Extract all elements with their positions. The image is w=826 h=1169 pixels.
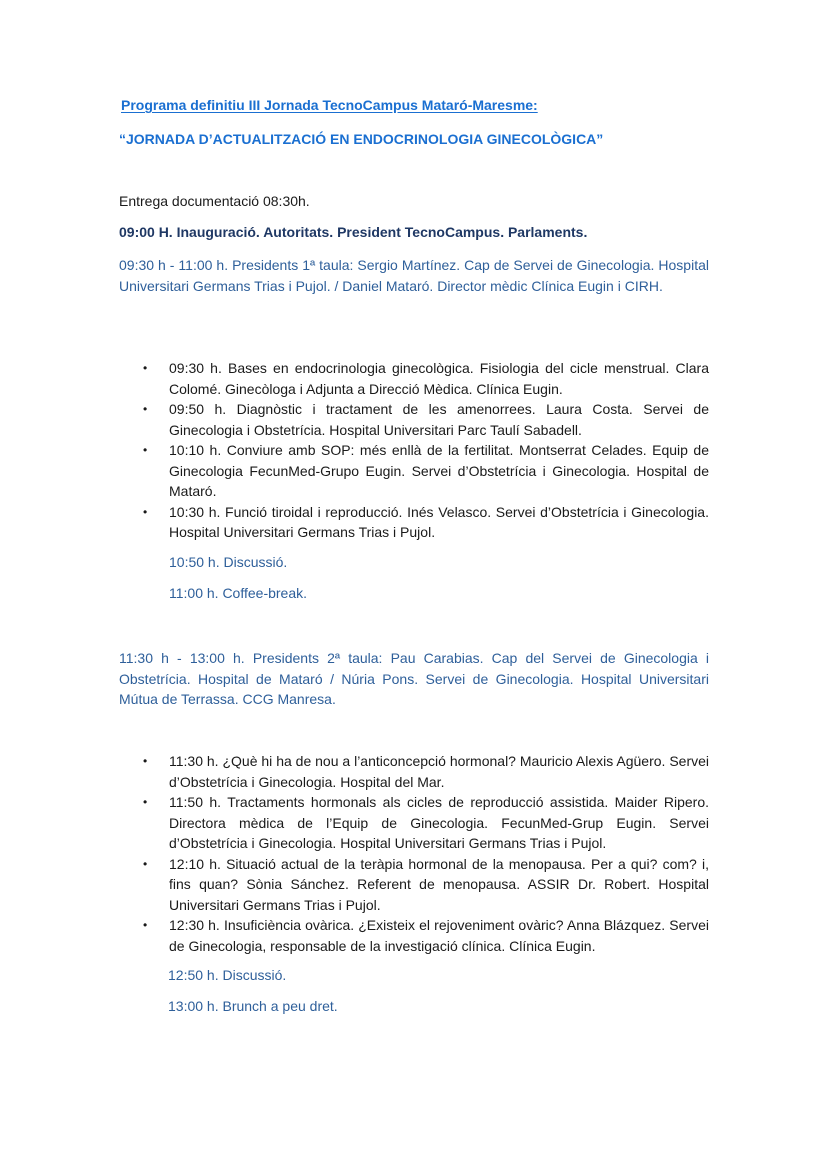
opening-line: 09:00 H. Inauguració. Autoritats. President TecnoCampus. Parlaments.	[119, 224, 588, 240]
bullet-icon: •	[143, 856, 148, 871]
list-item	[140, 502, 709, 543]
documentation-note: Entrega documentació 08:30h.	[119, 193, 310, 209]
list-item	[140, 915, 709, 956]
session1-heading: 09:30 h - 11:00 h. Presidents 1ª taula: Sergio Martínez. Cap de Servei de Ginecologia. Hospital Universitari Germans Trias i Pujol. / Daniel Mataró. Director mèdic Clínica Eugin i CIRH.	[119, 257, 709, 294]
bullet-icon: •	[143, 918, 148, 932]
session1-talk-list	[140, 358, 709, 543]
bullet-icon: •	[143, 361, 148, 375]
talk-text: 09:30 h. Bases en endocrinologia ginecològica. Fisiologia del cicle menstrual. Clara Colomé. Ginecòloga i Adjunta a Direcció Mèdica. Clínica Eugin.	[169, 360, 709, 397]
session2-talk-list	[140, 751, 709, 956]
coffee-break: 11:00 h. Coffee-break.	[169, 585, 308, 601]
list-item	[140, 440, 709, 502]
bullet-icon: •	[143, 795, 148, 809]
bullet-icon: •	[143, 443, 148, 457]
session2-heading: 11:30 h - 13:00 h. Presidents 2ª taula: Pau Carabias. Cap del Servei de Ginecologia i Obstetrícia. Hospital de Mataró / Núria Pons. Servei de Ginecologia. Hospital Universitari Mútua de Terrassa. CCG Manresa.	[119, 650, 709, 707]
program-title: Programa definitiu III Jornada TecnoCampus Mataró-Maresme:	[121, 97, 538, 113]
bullet-icon: •	[143, 754, 148, 768]
list-item	[140, 854, 709, 916]
bullet-icon: •	[143, 504, 148, 519]
list-item	[140, 792, 709, 854]
talk-text: 12:10 h. Situació actual de la teràpia hormonal de la menopausa. Per a qui? com? i, fins quan? Sònia Sánchez. Referent de menopausa. ASSIR Dr. Robert. Hospital Universitari Germans Trias i Pujol.	[169, 855, 709, 913]
talk-text: 11:50 h. Tractaments hormonals als cicles de reproducció assistida. Maider Ripero. Directora mèdica de l’Equip de Ginecologia. FecunMed-Grup Eugin. Servei d’Obstetrícia i Ginecologia. Hospital Universitari Germans Trias i Pujol.	[169, 794, 709, 851]
talk-text: 11:30 h. ¿Què hi ha de nou a l’anticoncepció hormonal? Mauricio Alexis Agüero. Servei d’Obstetrícia i Ginecologia. Hospital del Mar.	[169, 753, 709, 790]
bullet-icon: •	[143, 402, 148, 416]
talk-text: 10:30 h. Funció tiroidal i reproducció. Inés Velasco. Servei d’Obstetrícia i Ginecologia. Hospital Universitari Germans Trias i Pujol.	[169, 503, 709, 540]
talk-text: 09:50 h. Diagnòstic i tractament de les amenorrees. Laura Costa. Servei de Ginecologia i Obstetrícia. Hospital Universitari Parc Taulí Sabadell.	[169, 401, 709, 438]
talk-text: 10:10 h. Conviure amb SOP: més enllà de la fertilitat. Montserrat Celades. Equip de Ginecologia FecunMed-Grupo Eugin. Servei d’Obstetrícia i Ginecologia. Hospital de Mataró.	[169, 442, 709, 499]
list-item	[140, 751, 709, 792]
session2-discussion: 12:50 h. Discussió.	[168, 967, 287, 983]
list-item	[140, 358, 709, 399]
event-title: “JORNADA D’ACTUALITZACIÓ EN ENDOCRINOLOGIA GINECOLÒGICA”	[119, 131, 604, 147]
list-item	[140, 399, 709, 440]
brunch: 13:00 h. Brunch a peu dret.	[168, 998, 338, 1014]
session1-discussion: 10:50 h. Discussió.	[169, 554, 288, 570]
talk-text: 12:30 h. Insuficiència ovàrica. ¿Existeix el rejoveniment ovàric? Anna Blázquez. Servei de Ginecologia, responsable de la investigació clínica. Clínica Eugin.	[169, 917, 709, 954]
